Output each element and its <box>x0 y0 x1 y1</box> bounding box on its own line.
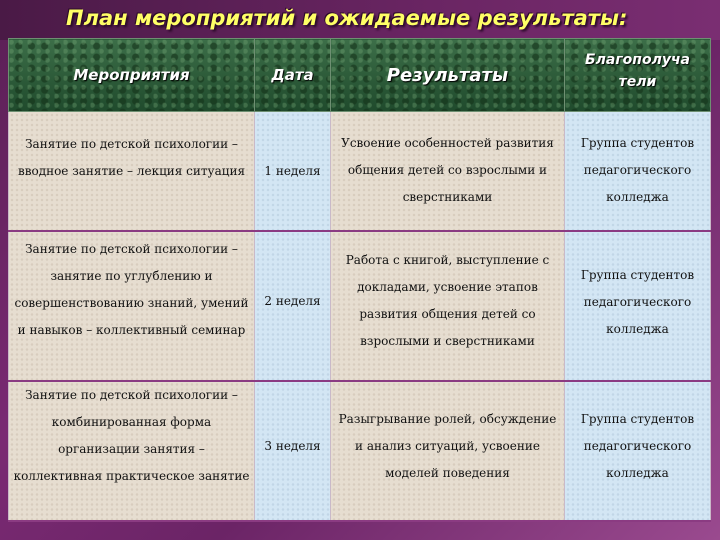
result-text: Работа с книгой, выступление с докладами, усвоение этапов развития общения детей со взрослыми и сверстниками <box>345 253 550 348</box>
beneficiaries-cell <box>565 381 711 521</box>
date-cell <box>255 231 331 381</box>
header-events: Мероприятия <box>9 39 255 112</box>
beneficiaries-cell <box>565 231 711 381</box>
table-row <box>9 381 711 521</box>
event-cell <box>9 231 255 381</box>
table-row <box>9 112 711 232</box>
beneficiaries-text: Группа студентов педагогического колледжа <box>580 412 695 480</box>
result-cell <box>331 231 565 381</box>
table-header-row <box>9 39 711 112</box>
result-text: Разыгрывание ролей, обсуждение и анализ ситуаций, усвоение моделей поведения <box>338 412 557 480</box>
header-beneficiaries: Благополуча тели <box>565 39 711 112</box>
date-cell <box>255 112 331 232</box>
table-row <box>9 231 711 381</box>
event-text: Занятие по детской психологии – вводное занятие – лекция ситуация <box>17 137 246 178</box>
result-cell <box>331 112 565 232</box>
plan-table <box>8 38 711 522</box>
date-cell <box>255 381 331 521</box>
result-text: Усвоение особенностей развития общения детей со взрослыми и сверстниками <box>341 136 554 204</box>
beneficiaries-cell <box>565 112 711 232</box>
header-date: Дата <box>255 39 331 112</box>
date-text: 1 неделя <box>264 164 321 178</box>
beneficiaries-text: Группа студентов педагогического колледжа <box>580 268 695 336</box>
header-results: Результаты <box>331 39 565 112</box>
result-cell <box>331 381 565 521</box>
event-text: Занятие по детской психологии – занятие по углублению и совершенствованию знаний, умений и навыков – коллективный семинар <box>14 242 249 337</box>
date-text: 3 неделя <box>264 439 321 453</box>
event-text: Занятие по детской психологии – комбинированная форма организации занятия – коллективная практическое занятие <box>13 388 250 483</box>
beneficiaries-text: Группа студентов педагогического колледжа <box>580 136 695 204</box>
date-text: 2 неделя <box>264 294 321 308</box>
event-cell <box>9 112 255 232</box>
slide-title: План мероприятий и ожидаемые результаты: <box>66 6 628 30</box>
event-cell <box>9 381 255 521</box>
